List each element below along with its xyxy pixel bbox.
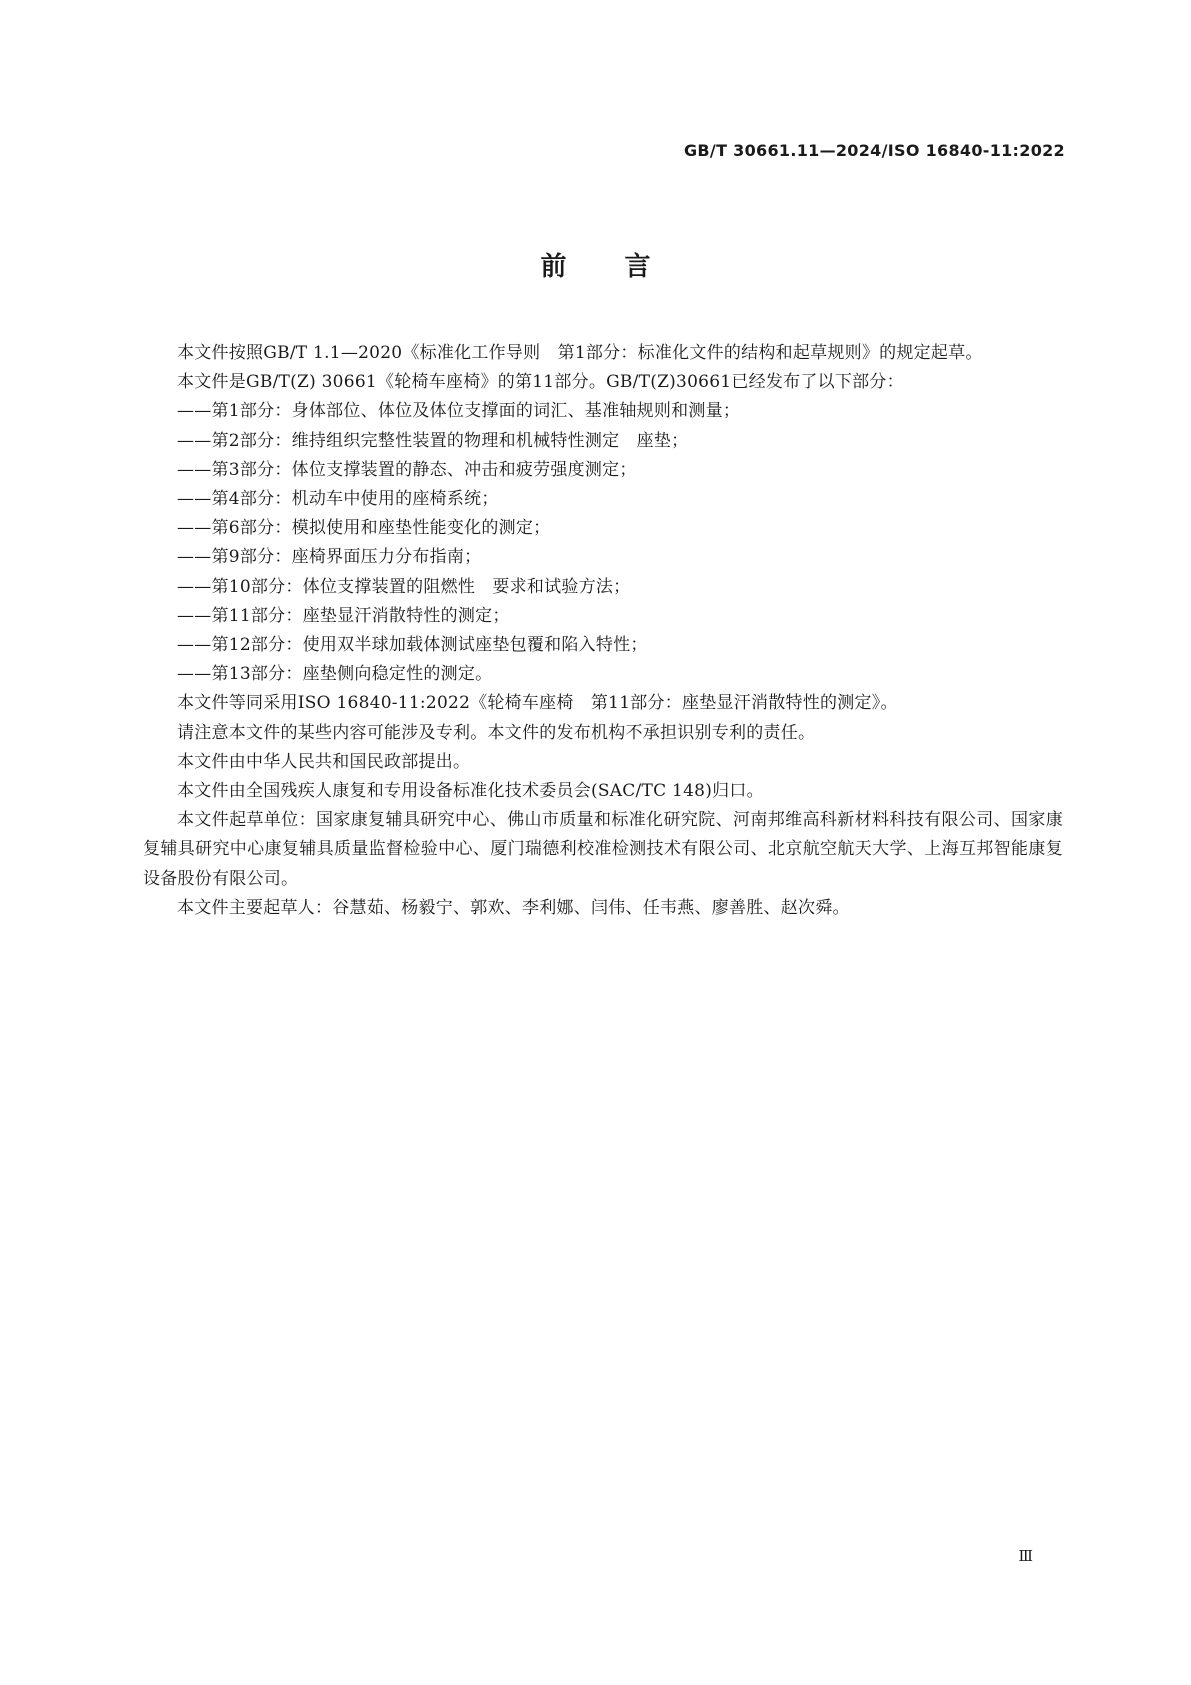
list-item: ——第10部分：体位支撑装置的阻燃性 要求和试验方法； [177, 576, 631, 597]
list-item: ——第13部分：座垫侧向稳定性的测定。 [177, 664, 493, 685]
list-item: ——第3部分：体位支撑装置的静态、冲击和疲劳强度测定； [177, 459, 637, 480]
list-item: ——第6部分：模拟使用和座垫性能变化的测定； [177, 518, 551, 539]
list-item: ——第12部分：使用双半球加载体测试座垫包覆和陷入特性； [177, 635, 648, 656]
patent-notice-paragraph: 请注意本文件的某些内容可能涉及专利。本文件的发布机构不承担识别专利的责任。 [177, 722, 816, 743]
list-item: ——第11部分：座垫显汗消散特性的测定； [177, 605, 510, 626]
drafting-units-paragraph: 本文件起草单位：国家康复辅具研究中心、佛山市质量和标准化研究院、河南邦维高科新材料科技有限公司、国家康复辅具研究中心康复辅具质量监督检验中心、厦门瑞德利校准检测技术有限公司、北京航空航天大学、上海互邦智能康复设备股份有限公司。 [143, 810, 1063, 889]
page-title: 前言 [540, 252, 709, 282]
list-item: ——第4部分：机动车中使用的座椅系统； [177, 489, 499, 510]
page-number: Ⅲ [1018, 1547, 1033, 1565]
list-item: ——第1部分：身体部位、体位及体位支撑面的词汇、基准轴规则和测量； [177, 401, 741, 422]
published-parts-list [143, 397, 1063, 689]
series-intro-paragraph: 本文件是GB/T(Z) 30661《轮椅车座椅》的第11部分。GB/T(Z)30661已经发布了以下部分： [177, 372, 904, 393]
adoption-paragraph: 本文件等同采用ISO 16840-11:2022《轮椅车座椅 第11部分：座垫显汗消散特性的测定》。 [177, 693, 898, 714]
proposer-paragraph: 本文件由中华人民共和国民政部提出。 [177, 751, 471, 772]
drafting-basis-paragraph: 本文件按照GB/T 1.1—2020《标准化工作导则 第1部分：标准化文件的结构和起草规则》的规定起草。 [177, 343, 983, 363]
foreword-body [143, 339, 1063, 923]
main-drafters-paragraph: 本文件主要起草人：谷慧茹、杨毅宁、郭欢、李利娜、闫伟、任韦燕、廖善胜、赵次舜。 [177, 897, 850, 918]
custodian-paragraph: 本文件由全国残疾人康复和专用设备标准化技术委员会(SAC/TC 148)归口。 [177, 781, 764, 802]
list-item: ——第2部分：维持组织完整性装置的物理和机械特性测定 座垫； [177, 430, 689, 451]
standard-number: GB/T 30661.11—2024/ISO 16840-11:2022 [684, 141, 1065, 160]
list-item: ——第9部分：座椅界面压力分布指南； [177, 547, 482, 568]
